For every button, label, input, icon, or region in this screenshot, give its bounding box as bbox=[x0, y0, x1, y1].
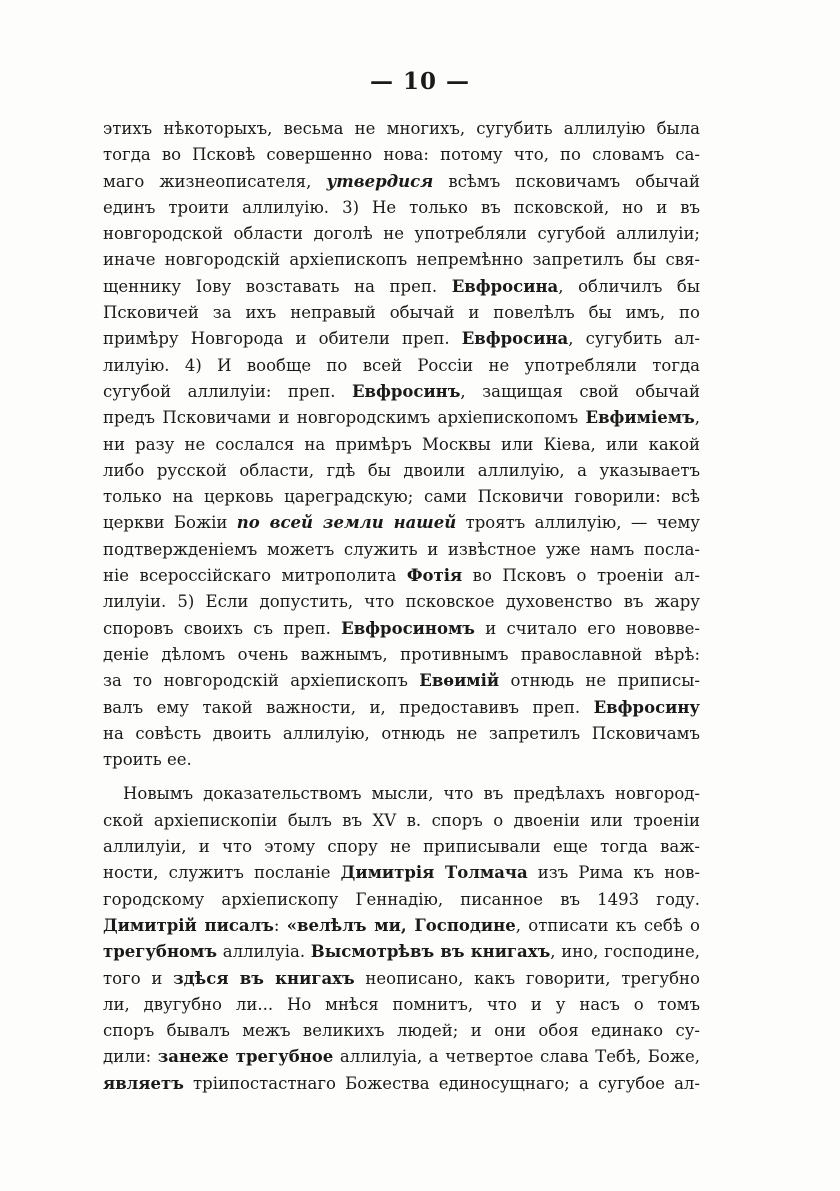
paragraph-2-line: являетъ тріипостастнаго Божества единосущнаго; а сугубое ал- bbox=[103, 1073, 700, 1093]
paragraph-1-line: ни разу не сослался на примѣръ Москвы или Кіева, или какой bbox=[103, 434, 700, 454]
paragraph-1-line: лилуію. 4) И вообще по всей Россіи не употребляли тогда bbox=[103, 355, 700, 375]
paragraph-1-line: на совѣсть двоить аллилуію, отнюдь не запретилъ Псковичамъ bbox=[103, 723, 700, 743]
bold-phrase: Димитрій писалъ bbox=[103, 915, 274, 935]
paragraph-2-line: городскому архіепископу Геннадію, писанное въ 1493 году. bbox=[103, 889, 700, 909]
bold-phrase: Евѳимій bbox=[419, 671, 500, 691]
bold-phrase: Евфросину bbox=[593, 697, 700, 717]
bold-phrase: Евфросина bbox=[461, 329, 569, 349]
paragraph-1-line: только на церковь цареградскую; сами Псковичи говорили: всѣ bbox=[103, 487, 700, 507]
paragraph-1-line: этихъ нѣкоторыхъ, весьма не многихъ, сугубить аллилуію была bbox=[103, 119, 700, 138]
bold-phrase: трегубномъ bbox=[103, 942, 218, 962]
paragraph-1-line: споровъ своихъ съ преп. Евфросиномъ и считало его нововве- bbox=[103, 618, 700, 638]
paragraph-1-line: за то новгородскій архіепископъ Евѳимій отнюдь не приписы- bbox=[103, 671, 700, 691]
paragraph-1-line: деніе дѣломъ очень важнымъ, противнымъ православной вѣрѣ: bbox=[103, 644, 700, 664]
paragraph-2-line: трегубномъ аллилуіа. Высмотрѣвъ въ книгахъ, ино, господине, bbox=[103, 942, 700, 962]
paragraph-2-line: Новымъ доказательствомъ мысли, что въ предѣлахъ новгород- bbox=[123, 784, 700, 804]
text-block bbox=[103, 116, 700, 1097]
paragraph-1-line: маго жизнеописателя, утвердися всѣмъ псковичамъ обычай bbox=[103, 171, 701, 191]
bold-phrase: являетъ bbox=[103, 1073, 184, 1093]
paragraph-2-line: ности, служитъ посланіе Димитрія Толмача изъ Рима къ нов- bbox=[103, 863, 701, 883]
paragraph-gap bbox=[103, 773, 700, 781]
paragraph-1-line: церкви Божіи по всей земли нашей троятъ аллилуію, — чему bbox=[103, 513, 700, 533]
page-number: — 10 — bbox=[369, 68, 471, 95]
paragraph-2-line: того и здѣся въ книгахъ неописано, какъ говорити, трегубно bbox=[103, 968, 700, 988]
paragraph-1-line: сугубой аллилуіи: преп. Евфросинъ, защищая свой обычай bbox=[103, 381, 700, 401]
paragraph-1-line: щеннику Іову возставать на преп. Евфросина, обличилъ бы bbox=[103, 276, 700, 296]
emphasis-phrase: по всей земли нашей bbox=[236, 513, 457, 533]
paragraph-2 bbox=[103, 781, 700, 1097]
bold-phrase: Фотія bbox=[406, 566, 463, 586]
paragraph-1-line: Псковичей за ихъ неправый обычай и повелѣлъ бы имъ, по bbox=[103, 303, 700, 323]
bold-phrase: Высмотрѣвъ въ книгахъ bbox=[310, 942, 551, 962]
emphasis-phrase: утвердися bbox=[326, 171, 434, 191]
paragraph-1-line: единъ троити аллилуію. 3) Не только въ псковской, но и въ bbox=[103, 197, 700, 217]
bold-phrase: Димитрія Толмача bbox=[340, 863, 528, 883]
paragraph-1-line: троить ее. bbox=[103, 750, 192, 770]
bold-phrase: здѣся въ книгахъ bbox=[173, 968, 355, 988]
bold-phrase: Евфросина bbox=[451, 276, 559, 296]
paragraph-1 bbox=[103, 116, 700, 773]
paragraph-1-line: лилуіи. 5) Если допустить, что псковское духовенство въ жару bbox=[103, 592, 700, 612]
bold-phrase: занеже трегубное bbox=[157, 1047, 334, 1067]
paragraph-1-line: примѣру Новгорода и обители преп. Евфросина, сугубить ал- bbox=[103, 329, 700, 349]
paragraph-2-line: аллилуіи, и что этому спору не приписывали еще тогда важ- bbox=[103, 837, 700, 857]
paragraph-1-line: ніе всероссійскаго митрополита Фотія во Псковъ о троеніи ал- bbox=[103, 566, 700, 586]
paragraph-1-line: предъ Псковичами и новгородскимъ архіепископомъ Евфимiемъ, bbox=[103, 408, 700, 428]
paragraph-2-line: Димитрій писалъ: «велѣлъ ми, Господине, отписати къ себѣ о bbox=[103, 915, 700, 935]
paragraph-2-line: споръ бывалъ межъ великихъ людей; и они обоя единако су- bbox=[103, 1021, 700, 1041]
bold-phrase: Евфросиномъ bbox=[341, 618, 475, 638]
paragraph-1-line: подтвержденіемъ можетъ служить и извѣстное уже намъ посла- bbox=[103, 539, 700, 559]
paragraph-1-line: валъ ему такой важности, и, предоставивъ преп. Евфросину bbox=[103, 697, 700, 717]
paragraph-1-line: иначе новгородскій архіепископъ непремѣнно запретилъ бы свя- bbox=[103, 250, 700, 270]
paragraph-2-line: дили: занеже трегубное аллилуіа, а четвертое слава Тебѣ, Боже, bbox=[103, 1047, 700, 1067]
paragraph-2-line: ли, двугубно ли... Но мнѣся помнитъ, что и у насъ о томъ bbox=[103, 994, 700, 1014]
paragraph-2-line: ской архіепископіи былъ въ XV в. споръ о двоеніи или троеніи bbox=[103, 810, 700, 830]
paragraph-1-line: либо русской области, гдѣ бы двоили аллилуію, а указываетъ bbox=[103, 460, 700, 480]
paragraph-1-line: новгородской области доголѣ не употребляли сугубой аллилуіи; bbox=[103, 224, 700, 244]
paragraph-1-line: тогда во Псковѣ совершенно нова: потому что, по словамъ са- bbox=[103, 145, 700, 165]
bold-phrase: «велѣлъ ми, Господине bbox=[286, 915, 516, 935]
bold-phrase: Евфимiемъ bbox=[585, 408, 695, 428]
bold-phrase: Евфросинъ bbox=[351, 381, 461, 401]
